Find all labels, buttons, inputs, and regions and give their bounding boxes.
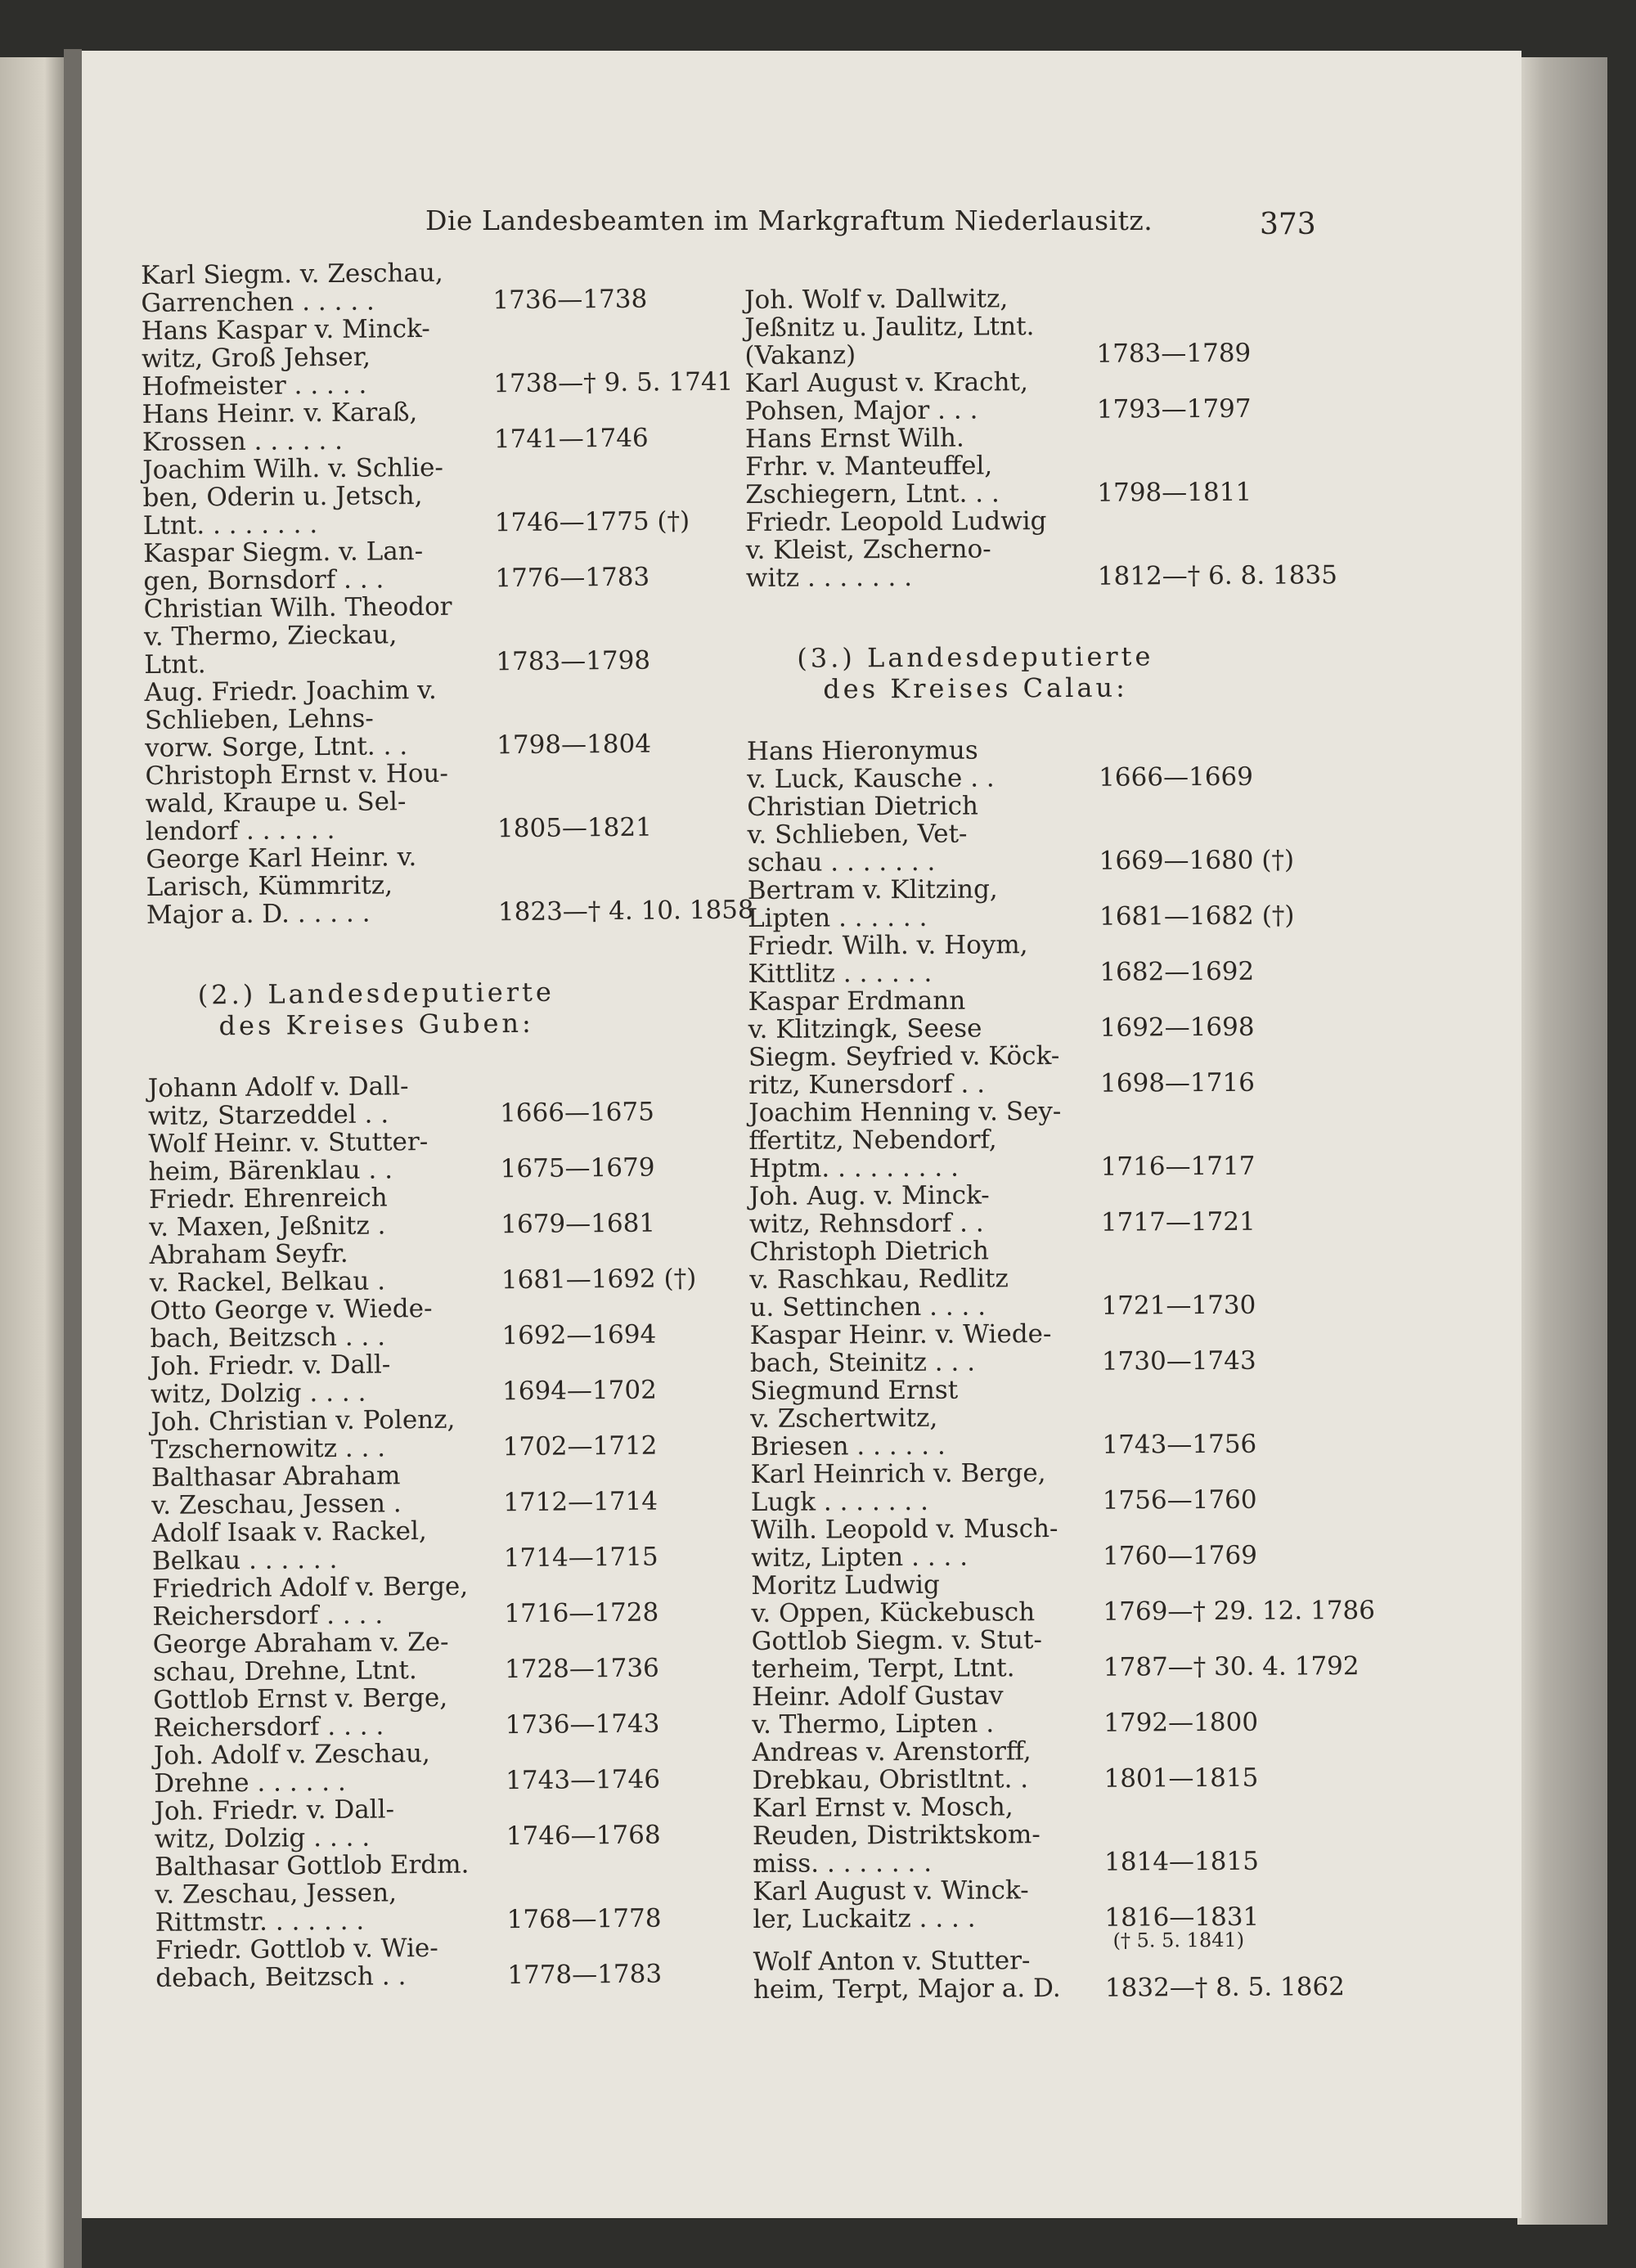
entry-name: Andreas v. Arenstorff, Drebkau, Obristltnt. . bbox=[752, 1736, 1031, 1795]
entry-years: 1798—1804 bbox=[497, 729, 652, 761]
entry-years: 1728—1736 bbox=[504, 1653, 659, 1685]
register-entry bbox=[141, 256, 780, 317]
entry-years: 1736—1738 bbox=[492, 284, 648, 316]
entry-name: Adolf Isaak v. Rackel, Belkau . . . . . . bbox=[151, 1516, 427, 1576]
entry-years: 1716—1717 bbox=[1100, 1151, 1256, 1182]
entry-name: Friedr. Wilh. v. Hoym, Kittlitz . . . . . . bbox=[748, 930, 1028, 989]
register-entry bbox=[748, 1096, 1387, 1183]
register-entry bbox=[148, 1069, 787, 1130]
register-entry bbox=[153, 1625, 792, 1686]
page-header bbox=[82, 196, 1521, 254]
entry-years: 1769—† 29. 12. 1786 bbox=[1103, 1595, 1376, 1627]
entry-name: Wolf Anton v. Stutter- heim, Terpt, Major a. D. bbox=[753, 1946, 1061, 2005]
register-entry bbox=[749, 1235, 1388, 1322]
entry-years: 1823—† 4. 10. 1858 bbox=[497, 895, 754, 927]
entry-years: 1816—1831 bbox=[1104, 1902, 1260, 1933]
section-heading: (3.) Landesdeputierte des Kreises Calau: bbox=[797, 640, 1154, 705]
register-entry bbox=[752, 1736, 1390, 1794]
entry-name: Friedr. Ehrenreich v. Maxen, Jeßnitz . bbox=[148, 1183, 388, 1242]
entry-name: Balthasar Gottlob Erdm. v. Zeschau, Jessen, Rittmstr. . . . . . . bbox=[154, 1849, 470, 1938]
register-entry bbox=[142, 312, 780, 401]
entry-name: Abraham Seyfr. v. Rackel, Belkau . bbox=[149, 1238, 386, 1298]
entry-name: Wilh. Leopold v. Musch- witz, Lipten . . . . bbox=[750, 1514, 1058, 1573]
entry-years: 1760—1769 bbox=[1103, 1540, 1258, 1571]
entry-years: 1741—1746 bbox=[493, 423, 649, 455]
entry-name: Kaspar Heinr. v. Wiede- bach, Steinitz . . . bbox=[749, 1319, 1052, 1378]
adjacent-page-edge bbox=[0, 57, 64, 2268]
entry-name: Hans Heinr. v. Karaß, Krossen . . . . . . bbox=[142, 397, 418, 457]
book-page bbox=[82, 51, 1521, 2218]
register-entry bbox=[747, 734, 1385, 793]
entry-name: Friedr. Gottlob v. Wie- debach, Beitzsch . . bbox=[155, 1933, 438, 1993]
entry-years: 1783—1789 bbox=[1096, 338, 1252, 369]
register-entry bbox=[748, 929, 1386, 988]
entry-name: Gottlob Siegm. v. Stut- terheim, Terpt, Ltnt. bbox=[751, 1625, 1042, 1684]
register-entry bbox=[753, 1875, 1391, 1952]
entry-years: 1682—1692 bbox=[1099, 956, 1255, 987]
entry-name: Friedrich Adolf v. Berge, Reichersdorf . . . . bbox=[152, 1571, 469, 1632]
entry-name: Joh. Friedr. v. Dall- witz, Dolzig . . . . bbox=[150, 1350, 391, 1409]
register-entry bbox=[745, 505, 1384, 592]
entry-note: († 5. 5. 1841) bbox=[1112, 1928, 1245, 1952]
entry-years: 1675—1679 bbox=[500, 1152, 655, 1184]
entry-years: 1702—1712 bbox=[502, 1430, 658, 1462]
entry-years: 1746—1768 bbox=[506, 1820, 661, 1852]
entry-name: Wolf Heinr. v. Stutter- heim, Bärenklau . . bbox=[148, 1126, 429, 1187]
entry-name: Hans Kaspar v. Minck- witz, Groß Jehser, Hofmeister . . . . . bbox=[141, 313, 430, 402]
register-entry bbox=[751, 1569, 1389, 1628]
register-entry bbox=[745, 422, 1384, 509]
register-entry bbox=[153, 1681, 792, 1742]
page-number: 373 bbox=[1260, 208, 1316, 241]
right-column bbox=[744, 283, 1391, 2004]
entry-years: 1792—1800 bbox=[1103, 1707, 1259, 1738]
entry-name: George Abraham v. Ze- schau, Drehne, Ltnt. bbox=[152, 1627, 449, 1687]
register-entry bbox=[751, 1513, 1389, 1572]
entry-years: 1712—1714 bbox=[503, 1486, 658, 1518]
entry-years: 1743—1756 bbox=[1102, 1429, 1257, 1460]
entry-years: 1801—1815 bbox=[1103, 1763, 1259, 1794]
entry-name: Friedr. Leopold Ludwig v. Kleist, Zscherno- witz . . . . . . . bbox=[745, 506, 1047, 593]
register-entry bbox=[155, 1848, 793, 1937]
register-entry bbox=[748, 1040, 1387, 1099]
entry-name: Aug. Friedr. Joachim v. Schlieben, Lehns- vorw. Sorge, Ltnt. . . bbox=[144, 675, 437, 763]
entry-years: 1832—† 8. 5. 1862 bbox=[1104, 1972, 1346, 2003]
register-entry bbox=[151, 1403, 789, 1464]
entry-years: 1787—† 30. 4. 1792 bbox=[1103, 1651, 1360, 1682]
entry-name: Joachim Wilh. v. Schlie- ben, Oderin u. Jetsch, Ltnt. . . . . . . . bbox=[142, 452, 444, 541]
entry-years: 1666—1669 bbox=[1099, 761, 1254, 793]
entry-name: Joh. Aug. v. Minck- witz, Rehnsdorf . . bbox=[748, 1180, 990, 1239]
register-entry bbox=[750, 1318, 1388, 1377]
register-entry bbox=[151, 1347, 789, 1408]
entry-years: 1812—† 6. 8. 1835 bbox=[1097, 560, 1337, 591]
entry-years: 1805—1821 bbox=[497, 812, 653, 844]
register-entry bbox=[745, 366, 1383, 425]
entry-name: Christian Wilh. Theodor v. Thermo, Zieckau, Ltnt. bbox=[143, 591, 452, 680]
section-heading: (2.) Landesdeputierte des Kreises Guben: bbox=[197, 976, 555, 1042]
entry-name: Karl August v. Kracht, Pohsen, Major . . . bbox=[744, 367, 1028, 426]
entry-years: 1798—1811 bbox=[1097, 477, 1252, 508]
entry-name: Moritz Ludwig v. Oppen, Kückebusch bbox=[751, 1570, 1036, 1628]
register-entry bbox=[150, 1291, 789, 1353]
entry-name: Karl Siegm. v. Zeschau, Garrenchen . . . . . bbox=[140, 258, 443, 318]
register-entry bbox=[753, 1945, 1391, 2004]
entry-years: 1746—1775 (†) bbox=[494, 506, 690, 538]
entry-years: 1778—1783 bbox=[507, 1959, 663, 1991]
register-entry bbox=[155, 1931, 794, 1992]
register-entry bbox=[146, 840, 784, 929]
entry-years: 1717—1721 bbox=[1100, 1206, 1256, 1237]
entry-name: Heinr. Adolf Gustav v. Thermo, Lipten . bbox=[751, 1681, 1004, 1740]
running-title: Die Landesbeamten im Markgraftum Niederlausitz. bbox=[425, 204, 1153, 236]
register-entry bbox=[148, 1125, 787, 1186]
entry-years: 1694—1702 bbox=[501, 1375, 658, 1407]
register-entry bbox=[145, 757, 784, 846]
entry-name: George Karl Heinr. v. Larisch, Kümmritz, Major a. D. . . . . . bbox=[146, 842, 417, 930]
entry-name: Karl Heinrich v. Berge, Lugk . . . . . . . bbox=[750, 1458, 1046, 1517]
entry-years: 1721—1730 bbox=[1101, 1290, 1256, 1321]
left-column bbox=[141, 256, 793, 1992]
register-entry bbox=[142, 451, 781, 540]
entry-years: 1793—1797 bbox=[1096, 393, 1252, 424]
register-entry bbox=[751, 1457, 1389, 1516]
entry-name: Hans Ernst Wilh. Frhr. v. Manteuffel, Zschiegern, Ltnt. . . bbox=[744, 423, 1000, 510]
register-entry bbox=[151, 1514, 790, 1575]
entry-years: 1738—† 9. 5. 1741 bbox=[493, 366, 734, 399]
register-entry bbox=[747, 790, 1386, 877]
entry-years: 1783—1798 bbox=[496, 645, 651, 677]
entry-years: 1743—1746 bbox=[506, 1764, 661, 1796]
entry-name: Kaspar Siegm. v. Lan- gen, Bornsdorf . . . bbox=[142, 537, 424, 596]
entry-years: 1716—1728 bbox=[504, 1597, 659, 1629]
entry-years: 1756—1760 bbox=[1102, 1484, 1257, 1516]
entry-years: 1692—1694 bbox=[501, 1319, 657, 1351]
entry-name: Joh. Adolf v. Zeschau, Drehne . . . . . . bbox=[153, 1738, 430, 1799]
entry-name: Joachim Henning v. Sey- ffertitz, Nebendorf, Hptm. . . . . . . . . bbox=[748, 1096, 1062, 1183]
entry-name: Karl Ernst v. Mosch, Reuden, Distriktskom- miss. . . . . . . . bbox=[752, 1792, 1040, 1879]
entry-name: Christoph Dietrich v. Raschkau, Redlitz u. Settinchen . . . . bbox=[749, 1236, 1009, 1323]
register-entry bbox=[748, 874, 1386, 932]
register-entry bbox=[748, 985, 1386, 1044]
entry-years: 1666—1675 bbox=[499, 1097, 655, 1129]
entry-years: 1681—1682 (†) bbox=[1099, 900, 1295, 932]
register-entry bbox=[143, 534, 782, 595]
entry-years: 1768—1778 bbox=[506, 1903, 662, 1935]
entry-name: Siegmund Ernst v. Zschertwitz, Briesen . . . . . . bbox=[749, 1375, 959, 1462]
entry-name: Siegm. Seyfried v. Köck- ritz, Kunersdorf . . bbox=[748, 1040, 1060, 1100]
entry-years: 1736—1743 bbox=[505, 1709, 660, 1740]
book-cover-edge bbox=[1517, 57, 1607, 2225]
register-entry bbox=[752, 1624, 1390, 1683]
register-entry bbox=[752, 1680, 1390, 1739]
entry-name: Otto George v. Wiede- bach, Beitzsch . . . bbox=[150, 1293, 433, 1354]
entry-years: 1669—1680 (†) bbox=[1099, 845, 1295, 876]
entry-name: Hans Hieronymus v. Luck, Kausche . . bbox=[746, 735, 995, 794]
entry-years: 1698—1716 bbox=[1100, 1067, 1255, 1098]
entry-name: Joh. Friedr. v. Dall- witz, Dolzig . . . . bbox=[154, 1794, 395, 1854]
entry-years: 1679—1681 bbox=[501, 1208, 656, 1240]
register-entry bbox=[749, 1179, 1387, 1238]
register-entry bbox=[151, 1458, 790, 1520]
entry-years: 1730—1743 bbox=[1101, 1345, 1256, 1377]
entry-name: Christian Dietrich v. Schlieben, Vet- schau . . . . . . . bbox=[747, 791, 979, 878]
register-entry bbox=[753, 1791, 1391, 1878]
entry-name: Johann Adolf v. Dall- witz, Starzeddel . . bbox=[147, 1071, 409, 1131]
entry-name: Bertram v. Klitzing, Lipten . . . . . . bbox=[747, 874, 998, 933]
register-entry bbox=[154, 1736, 793, 1798]
entry-name: Balthasar Abraham v. Zeschau, Jessen . bbox=[151, 1461, 402, 1520]
entry-years: 1814—1815 bbox=[1104, 1846, 1259, 1877]
entry-years: 1681—1692 (†) bbox=[501, 1264, 697, 1296]
book-gutter bbox=[64, 49, 82, 2268]
register-entry bbox=[144, 673, 783, 762]
register-entry bbox=[149, 1180, 788, 1242]
entry-name: Joh. Wolf v. Dallwitz, Jeßnitz u. Jaulitz, Ltnt. (Vakanz) bbox=[744, 284, 1035, 371]
entry-years: 1776—1783 bbox=[495, 562, 650, 594]
entry-name: Gottlob Ernst v. Berge, Reichersdorf . . . . bbox=[153, 1682, 448, 1743]
entry-name: Kaspar Erdmann v. Klitzingk, Seese bbox=[748, 986, 982, 1044]
register-entry bbox=[149, 1236, 788, 1297]
register-entry bbox=[154, 1792, 793, 1853]
register-entry bbox=[744, 283, 1383, 370]
register-entry bbox=[152, 1570, 791, 1631]
register-entry bbox=[142, 395, 780, 456]
register-entry bbox=[144, 590, 783, 679]
entry-name: Christoph Ernst v. Hou- wald, Kraupe u. Sel- lendorf . . . . . . bbox=[145, 758, 449, 847]
entry-name: Joh. Christian v. Polenz, Tzschernowitz . . . bbox=[151, 1404, 456, 1465]
register-entry bbox=[750, 1374, 1389, 1461]
entry-years: 1692—1698 bbox=[1099, 1012, 1255, 1043]
entry-years: 1714—1715 bbox=[503, 1542, 658, 1574]
entry-name: Karl August v. Winck- ler, Luckaitz . . . . bbox=[753, 1875, 1029, 1934]
